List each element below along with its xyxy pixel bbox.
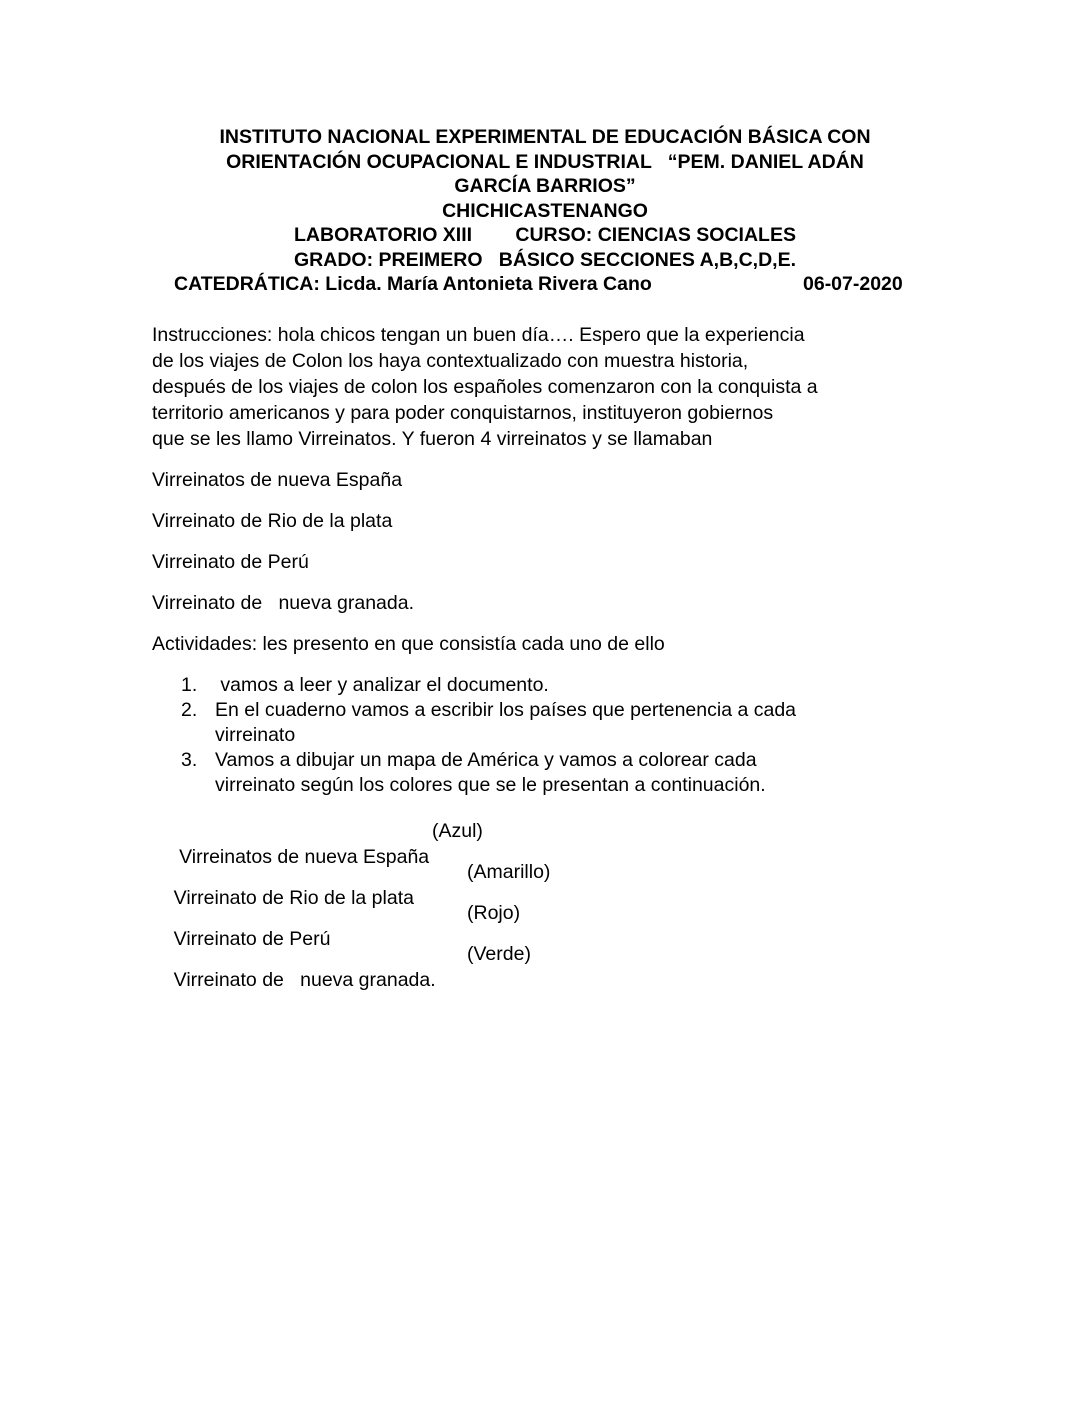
virreinato-item: Virreinato de nueva granada. [152, 592, 414, 614]
color-assignment-row [152, 941, 531, 1045]
header-lab-course: LABORATORIO XIII CURSO: CIENCIAS SOCIALES [294, 224, 796, 246]
color-virreinato-name: Virreinato de Perú [173, 928, 331, 950]
activity-item [152, 673, 952, 698]
activity-number: 2. [181, 699, 198, 721]
color-label: (Verde) [467, 943, 531, 965]
instructions-line: Instrucciones: hola chicos tengan un buen día…. Espero que la experiencia [152, 324, 805, 346]
activity-text: vamos a leer y analizar el documento. [215, 674, 549, 696]
activity-item [152, 698, 952, 748]
color-virreinato-name: Virreinato de nueva granada. [173, 969, 436, 991]
header-city: CHICHICASTENANGO [442, 199, 648, 222]
virreinato-item: Virreinatos de nueva España [152, 469, 403, 491]
virreinato-item: Virreinato de Rio de la plata [152, 510, 393, 532]
activity-text: En el cuaderno vamos a escribir los países que pertenencia a cada [215, 699, 797, 721]
header-institute-line-1: INSTITUTO NACIONAL EXPERIMENTAL DE EDUCACIÓN BÁSICA CON [219, 126, 871, 148]
activity-text-continued: virreinato según los colores que se le presentan a continuación. [215, 774, 766, 796]
color-virreinato-name: Virreinato de Rio de la plata [173, 887, 414, 909]
color-label: (Rojo) [467, 902, 521, 924]
activity-number: 3. [181, 749, 198, 771]
header-date: 06-07-2020 [803, 273, 903, 295]
instructions-line: después de los viajes de colon los españoles comenzaron con la conquista a [152, 376, 818, 398]
header-grade-sections: GRADO: PREIMERO BÁSICO SECCIONES A,B,C,D,E. [294, 248, 796, 271]
virreinato-item: Virreinato de Perú [152, 551, 309, 573]
header-institute-line-3: GARCÍA BARRIOS” [454, 175, 636, 197]
color-label: (Azul) [432, 820, 483, 842]
document-header [150, 125, 940, 297]
activity-text-continued: virreinato [215, 724, 296, 746]
activity-text: Vamos a dibujar un mapa de América y vamos a colorear cada [215, 749, 757, 771]
activity-item [152, 748, 952, 798]
instructions-line: que se les llamo Virreinatos. Y fueron 4 virreinatos y se llamaban [152, 428, 713, 450]
instructions-line: de los viajes de Colon los haya contextualizado con muestra historia, [152, 350, 749, 372]
instructions-paragraph [152, 322, 952, 452]
header-teacher: CATEDRÁTICA: Licda. María Antonieta Rivera Cano [174, 273, 652, 295]
header-institute-line-2: ORIENTACIÓN OCUPACIONAL E INDUSTRIAL “PEM. DANIEL ADÁN [226, 150, 864, 173]
activities-title: Actividades: les presento en que consistía cada uno de ello [152, 633, 665, 655]
instructions-line: territorio americanos y para poder conquistarnos, instituyeron gobiernos [152, 402, 774, 424]
color-virreinato-name: Virreinatos de nueva España [173, 846, 430, 868]
color-label: (Amarillo) [467, 861, 551, 883]
header-teacher-row [150, 272, 940, 297]
activity-number: 1. [181, 674, 198, 696]
activities-list [152, 673, 952, 798]
